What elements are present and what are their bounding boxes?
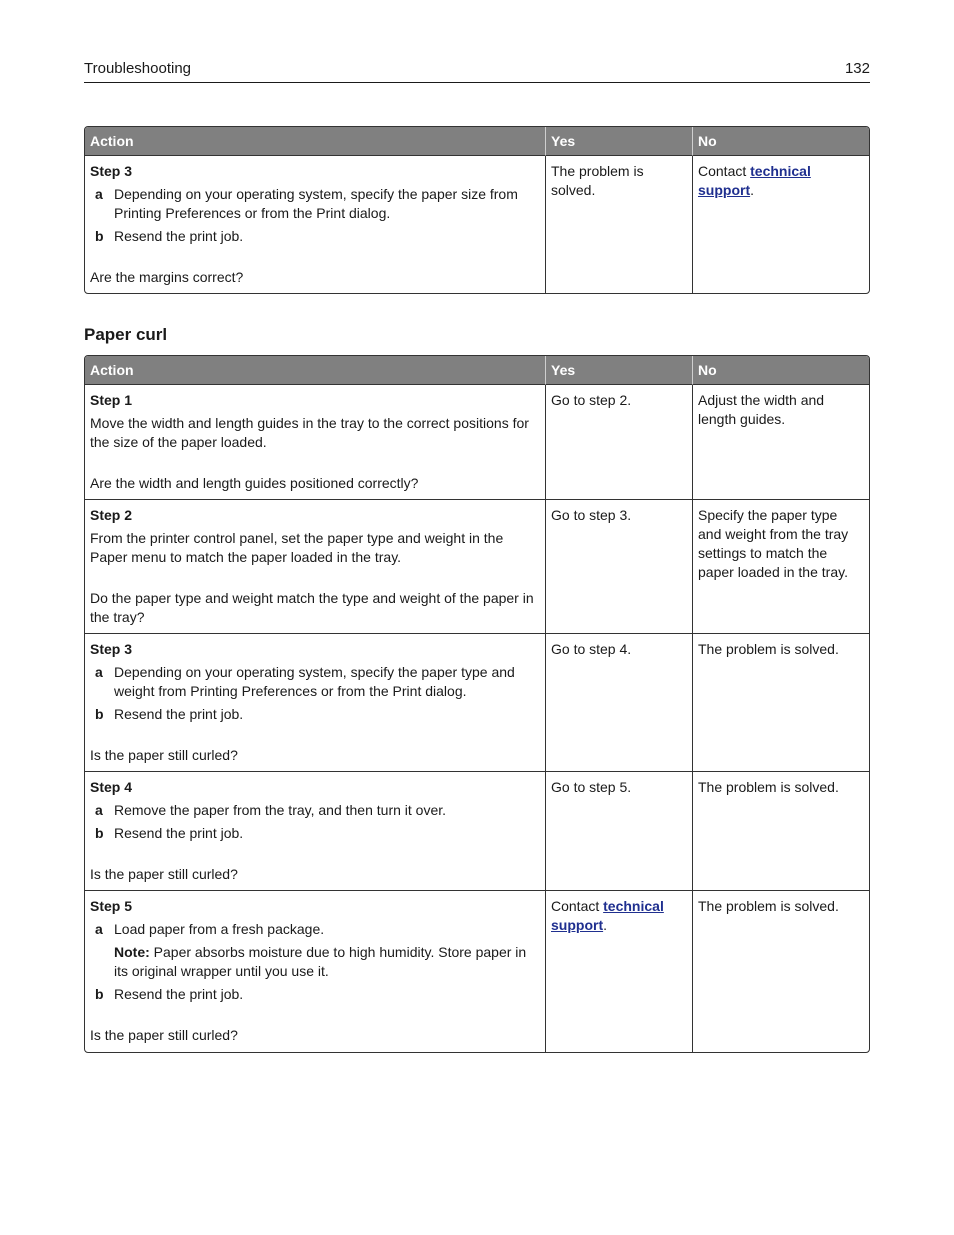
section-title: Paper curl <box>84 325 168 344</box>
no-cell: Adjust the width and length guides. <box>692 385 869 499</box>
technical-support-link[interactable]: support <box>698 182 751 198</box>
step-question: Is the paper still curled? <box>90 1027 238 1043</box>
step-label: Step 1 <box>90 392 133 408</box>
step-question: Are the width and length guides positioned correctly? <box>90 475 419 491</box>
yes-cell: Go to step 2. <box>545 385 692 499</box>
no-cell: The problem is solved. <box>692 890 869 1052</box>
step-question: Do the paper type and weight match the type and weight of the paper in the tray? <box>90 590 534 625</box>
step-label: Step 5 <box>90 898 133 914</box>
note-label: Note: <box>114 944 150 960</box>
step-label: Step 2 <box>90 507 133 523</box>
no-cell: The problem is solved. <box>692 771 869 890</box>
header-no: No <box>692 356 869 385</box>
note: Note: Paper absorbs moisture due to high humidity. Store paper in its original wrapper until you use it. <box>114 944 527 979</box>
step-question: Are the margins correct? <box>90 269 244 285</box>
no-cell: Specify the paper type and weight from the tray settings to match the paper loaded in the tray. <box>692 499 869 633</box>
substep-b: b Resend the print job. <box>95 986 244 1002</box>
substep-a: a Depending on your operating system, specify the paper type and weight from Printing Preferences or from the Print dialog. <box>95 664 515 699</box>
substep-a: a Load paper from a fresh package. <box>95 921 325 937</box>
no-cell: Contact technical support. <box>692 156 869 293</box>
technical-support-link[interactable]: support <box>551 917 604 933</box>
yes-cell: Contact technical support. <box>545 890 692 1052</box>
header-action: Action <box>85 356 545 385</box>
substep-a: a Remove the paper from the tray, and then turn it over. <box>95 802 447 818</box>
paper-curl-table <box>84 355 870 1053</box>
substep-b: b Resend the print job. <box>95 706 244 722</box>
table-header-row <box>85 356 869 385</box>
table-row <box>85 156 869 293</box>
table-row <box>85 771 869 890</box>
action-cell <box>85 156 545 293</box>
step-label: Step 3 <box>90 163 133 179</box>
header-section-title: Troubleshooting <box>84 60 192 77</box>
header-action: Action <box>85 127 545 156</box>
technical-support-link[interactable]: technical <box>603 898 664 914</box>
table-row <box>85 890 869 1052</box>
table-row <box>85 499 869 633</box>
header-yes: Yes <box>545 127 692 156</box>
header-yes: Yes <box>545 356 692 385</box>
substep-b: b Resend the print job. <box>95 825 244 841</box>
action-cell <box>85 633 545 771</box>
header-no: No <box>692 127 869 156</box>
step-question: Is the paper still curled? <box>90 747 238 763</box>
table-header-row <box>85 127 869 156</box>
substep-b: b Resend the print job. <box>95 228 244 244</box>
margins-table <box>84 126 870 294</box>
action-cell <box>85 890 545 1052</box>
step-label: Step 4 <box>90 779 133 795</box>
yes-cell: Go to step 3. <box>545 499 692 633</box>
yes-cell: The problem is solved. <box>545 156 692 293</box>
table-row <box>85 633 869 771</box>
table-row <box>85 385 869 499</box>
action-cell: Step 1 Move the width and length guides in the tray to the correct positions for the size of the paper loaded. Are the width and length guides positioned correctly? <box>85 385 545 499</box>
substep-a: a Depending on your operating system, specify the paper size from Printing Preferences or from the Print dialog. <box>95 186 518 221</box>
action-cell <box>85 771 545 890</box>
yes-cell: Go to step 4. <box>545 633 692 771</box>
step-label: Step 3 <box>90 641 133 657</box>
no-cell: The problem is solved. <box>692 633 869 771</box>
page-header <box>84 60 870 83</box>
page-number: 132 <box>844 60 870 77</box>
step-question: Is the paper still curled? <box>90 866 238 882</box>
action-cell: Step 2 From the printer control panel, set the paper type and weight in the Paper menu to match the paper loaded in the tray. Do the paper type and weight match the type and weight of the paper in the tray? <box>85 499 545 633</box>
technical-support-link[interactable]: technical <box>750 163 811 179</box>
yes-cell: Go to step 5. <box>545 771 692 890</box>
